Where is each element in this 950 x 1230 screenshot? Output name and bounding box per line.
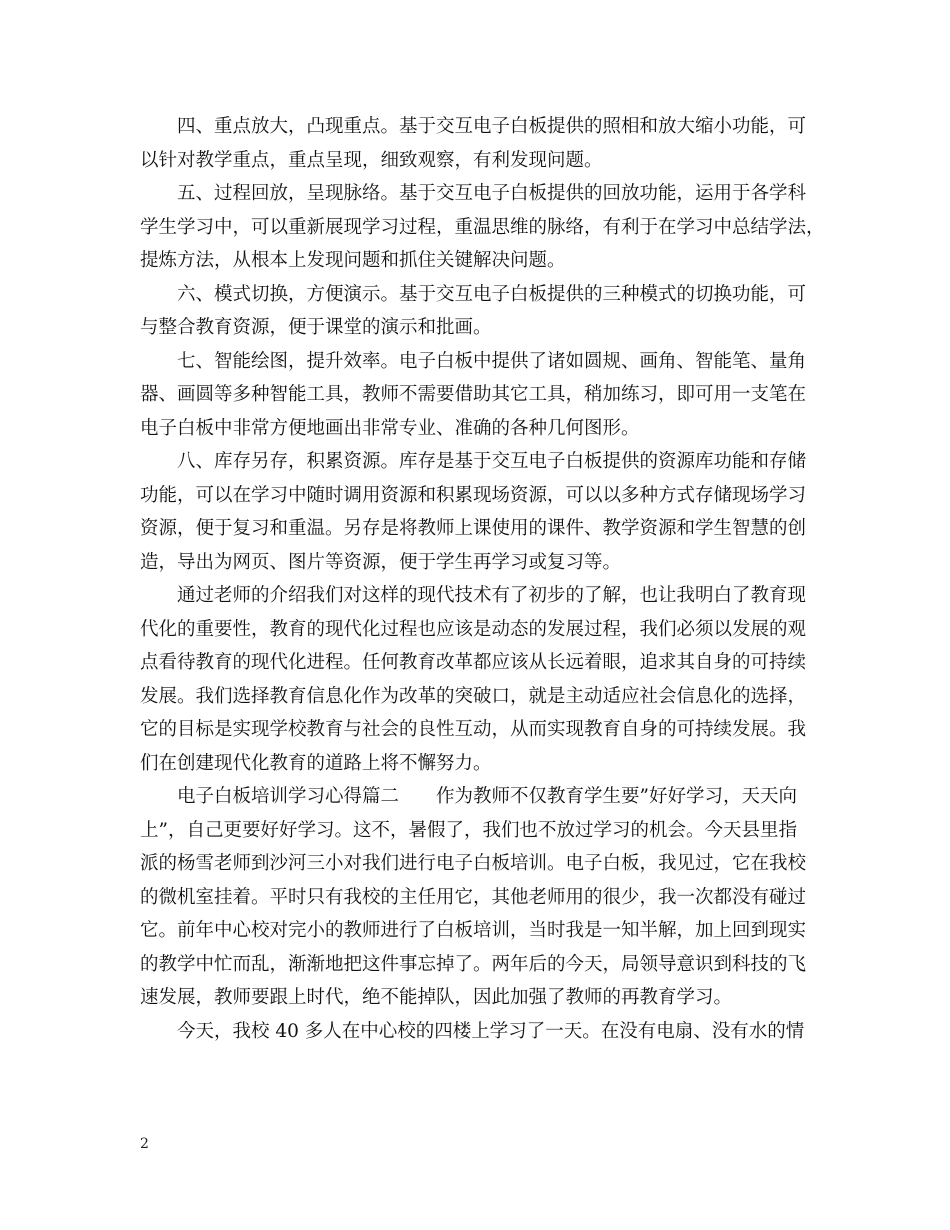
text-line: 代化的重要性，教育的现代化过程也应该是动态的发展过程，我们必须以发展的观 [140, 618, 807, 640]
paragraph [140, 278, 830, 345]
text-line: 通过老师的介绍我们对这样的现代技术有了初步的了解，也让我明白了教育现 [177, 585, 807, 606]
paragraph [140, 579, 830, 780]
text-line: 与整合教育资源，便于课堂的演示和批画。 [140, 317, 492, 338]
paragraph [140, 110, 830, 177]
text-line: 四、重点放大，凸现重点。基于交互电子白板提供的照相和放大缩小功能，可 [177, 116, 807, 137]
text-line: 以针对教学重点，重点呈现，细致观察，有利发现问题。 [140, 149, 603, 171]
text-line: 功能，可以在学习中随时调用资源和积累现场资源，可以以多种方式存储现场学习 [140, 484, 807, 506]
text-line: 点看待教育的现代化进程。任何教育改革都应该从长远着眼，追求其自身的可持续 [140, 652, 807, 673]
text-line: 的教学中忙而乱，渐渐地把这件事忘掉了。两年后的今天，局领导意识到科技的飞 [140, 953, 807, 975]
text-line: 电子白板中非常方便地画出非常专业、准确的各种几何图形。 [140, 417, 640, 439]
text-line: 发展。我们选择教育信息化作为改革的突破口，就是主动适应社会信息化的选择， [140, 685, 807, 707]
text-line: 上”，自己更要好好学习。这不，暑假了，我们也不放过学习的机会。今天县里指 [140, 819, 797, 841]
text-line: 提炼方法，从根本上发现问题和抓住关键解决问题。 [140, 250, 566, 271]
text-line: 速发展，教师要跟上时代，绝不能掉队，因此加强了教师的再教育学习。 [140, 987, 733, 1008]
text-line: 的微机室挂着。平时只有我校的主任用它，其他老师用的很少，我一次都没有碰过 [140, 886, 807, 908]
text-line: 电子白板培训学习心得篇二 作为教师不仅教育学生要”好好学习，天天向 [177, 786, 797, 807]
text-line: 造，导出为网页、图片等资源，便于学生再学习或复习等。 [140, 551, 622, 573]
text-line: 器、画圆等多种智能工具，教师不需要借助其它工具，稍加练习，即可用一支笔在 [140, 384, 807, 405]
text-line: 今天，我校 40 多人在中心校的四楼上学习了一天。在没有电扇、没有水的情 [177, 1020, 805, 1042]
text-line: 资源，便于复习和重温。另存是将教师上课使用的课件、教学资源和学生智慧的创 [140, 518, 807, 539]
page-number: 2 [140, 1136, 149, 1152]
body-text [140, 110, 830, 1048]
paragraph [140, 345, 830, 446]
text-line: 它的目标是实现学校教育与社会的良性互动，从而实现教育自身的可持续发展。我 [140, 719, 807, 740]
paragraph [140, 1015, 830, 1049]
text-line: 八、库存另存，积累资源。库存是基于交互电子白板提供的资源库功能和存储 [177, 451, 807, 472]
text-line: 学生学习中，可以重新展现学习过程，重温思维的脉络，有利于在学习中总结学法， [140, 216, 825, 238]
text-line: 们在创建现代化教育的道路上将不懈努力。 [140, 752, 492, 774]
text-line: 五、过程回放，呈现脉络。基于交互电子白板提供的回放功能，运用于各学科 [177, 183, 807, 204]
paragraph [140, 445, 830, 579]
text-line: 六、模式切换，方便演示。基于交互电子白板提供的三种模式的切换功能，可 [177, 283, 807, 305]
paragraph [140, 177, 830, 278]
text-line: 派的杨雪老师到沙河三小对我们进行电子白板培训。电子白板，我见过，它在我校 [140, 853, 807, 874]
text-line: 它。前年中心校对完小的教师进行了白板培训，当时我是一知半解，加上回到现实 [140, 920, 807, 941]
text-line: 七、智能绘图，提升效率。电子白板中提供了诸如圆规、画角、智能笔、量角 [177, 350, 807, 372]
paragraph [140, 780, 830, 1015]
